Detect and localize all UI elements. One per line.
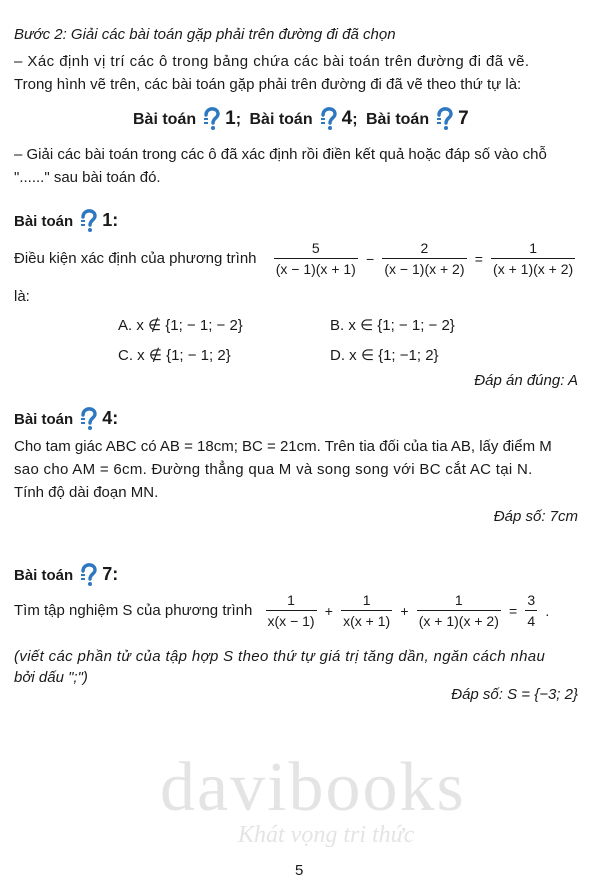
problem-4-label: Bài toán — [14, 411, 74, 428]
fraction-4-numerator: 3 — [527, 592, 536, 608]
fraction-1-denominator: (x − 1)(x + 1) — [274, 258, 358, 277]
problem-4-line-1: Cho tam giác ABC có AB = 18cm; BC = 21cm. Trên tia đối của tia AB, lấy điểm M — [14, 438, 552, 455]
problem-1-la: là: — [14, 288, 30, 305]
operator-plus: + — [400, 602, 409, 619]
fraction-4-denominator: 4 — [525, 610, 537, 629]
fraction-1-denominator: x(x − 1) — [266, 610, 317, 629]
question-icon — [435, 104, 455, 130]
fraction-1-numerator: 5 — [311, 240, 320, 256]
problem-1-text: Điều kiện xác định của phương trình — [14, 250, 257, 267]
question-icon — [319, 104, 339, 130]
instruction-line-1: – Giải các bài toán trong các ô đã xác định rồi điền kết quả hoặc đáp số vào chỗ — [14, 146, 547, 163]
fraction-3 — [491, 240, 575, 277]
problem-7-answer: Đáp số: S = {−3; 2} — [451, 686, 578, 703]
fraction-1-numerator: 1 — [287, 592, 295, 608]
problem-4-number: 4: — [102, 408, 119, 428]
option-a: A. x ∉ {1; − 1; − 2} — [118, 317, 243, 334]
fraction-3-numerator: 1 — [454, 592, 463, 608]
problem-4-answer: Đáp số: 7cm — [493, 508, 578, 525]
problem-7-text: Tìm tập nghiệm S của phương trình — [14, 602, 253, 619]
problem-1-statement — [14, 240, 578, 277]
fraction-4 — [525, 592, 537, 629]
instruction-line-2: "......" sau bài toán đó. — [14, 169, 161, 186]
problem-7-note-2: bởi dấu ";") — [14, 669, 88, 686]
problem-order — [133, 104, 469, 130]
fraction-2-numerator: 2 — [420, 240, 429, 256]
fraction-3 — [417, 592, 501, 629]
operator-minus: − — [366, 250, 375, 267]
order-number-1: 1 — [225, 108, 236, 129]
problem-7-statement — [14, 592, 550, 629]
problem-7-label: Bài toán — [14, 567, 74, 584]
equation-end: . — [545, 602, 550, 619]
order-number-3: 7 — [458, 108, 469, 129]
fraction-3-denominator: (x + 1)(x + 2) — [491, 258, 575, 277]
problem-7-number: 7: — [102, 564, 119, 584]
fraction-2 — [341, 592, 392, 629]
fraction-3-numerator: 1 — [529, 240, 538, 256]
option-b: B. x ∈ {1; − 1; − 2} — [330, 317, 455, 334]
problem-7-title — [14, 560, 118, 586]
fraction-2 — [382, 240, 466, 277]
step-heading: Bước 2: Giải các bài toán gặp phải trên đường đi đã chọn — [14, 26, 396, 43]
fraction-1 — [266, 592, 317, 629]
operator-equals: = — [509, 602, 518, 619]
problem-7-note-1: (viết các phần tử của tập hợp S theo thứ tự giá trị tăng dần, ngăn cách nhau — [14, 648, 546, 665]
problem-1-title — [14, 206, 118, 232]
problem-4-line-3: Tính độ dài đoạn MN. — [14, 484, 159, 501]
fraction-2-numerator: 1 — [362, 592, 371, 608]
operator-plus: + — [324, 602, 333, 619]
fraction-2-denominator: x(x + 1) — [341, 610, 392, 629]
problem-1-answer: Đáp án đúng: A — [474, 372, 578, 389]
question-icon — [79, 206, 99, 232]
order-sep-2: ; — [352, 111, 358, 128]
problem-4-line-2: sao cho AM = 6cm. Đường thẳng qua M và song song với BC cắt AC tại N. — [14, 461, 533, 478]
fraction-1 — [274, 240, 358, 277]
watermark-brand: davibooks — [160, 749, 466, 826]
problem-1-number: 1: — [102, 210, 119, 230]
intro-line-1: – Xác định vị trí các ô trong bảng chứa các bài toán trên đường đi đã vẽ. — [14, 53, 530, 70]
option-d: D. x ∈ {1; −1; 2} — [330, 347, 439, 364]
problem-1-label: Bài toán — [14, 213, 74, 230]
problem-4-title — [14, 404, 118, 430]
watermark-slogan: Khát vọng tri thức — [238, 822, 415, 848]
order-label-3: Bài toán — [365, 111, 430, 128]
order-sep-1: ; — [235, 111, 242, 128]
order-number-2: 4 — [341, 108, 353, 129]
page-number: 5 — [295, 862, 304, 879]
operator-equals: = — [474, 250, 483, 267]
fraction-2-denominator: (x − 1)(x + 2) — [382, 258, 466, 277]
intro-line-2: Trong hình vẽ trên, các bài toán gặp phải trên đường đi đã vẽ theo thứ tự là: — [14, 76, 522, 93]
question-icon — [79, 560, 99, 586]
question-icon — [79, 404, 99, 430]
question-icon — [202, 104, 222, 130]
option-c: C. x ∉ {1; − 1; 2} — [118, 347, 231, 364]
order-label-1: Bài toán — [133, 111, 197, 128]
fraction-3-denominator: (x + 1)(x + 2) — [417, 610, 501, 629]
order-label-2: Bài toán — [249, 111, 313, 128]
